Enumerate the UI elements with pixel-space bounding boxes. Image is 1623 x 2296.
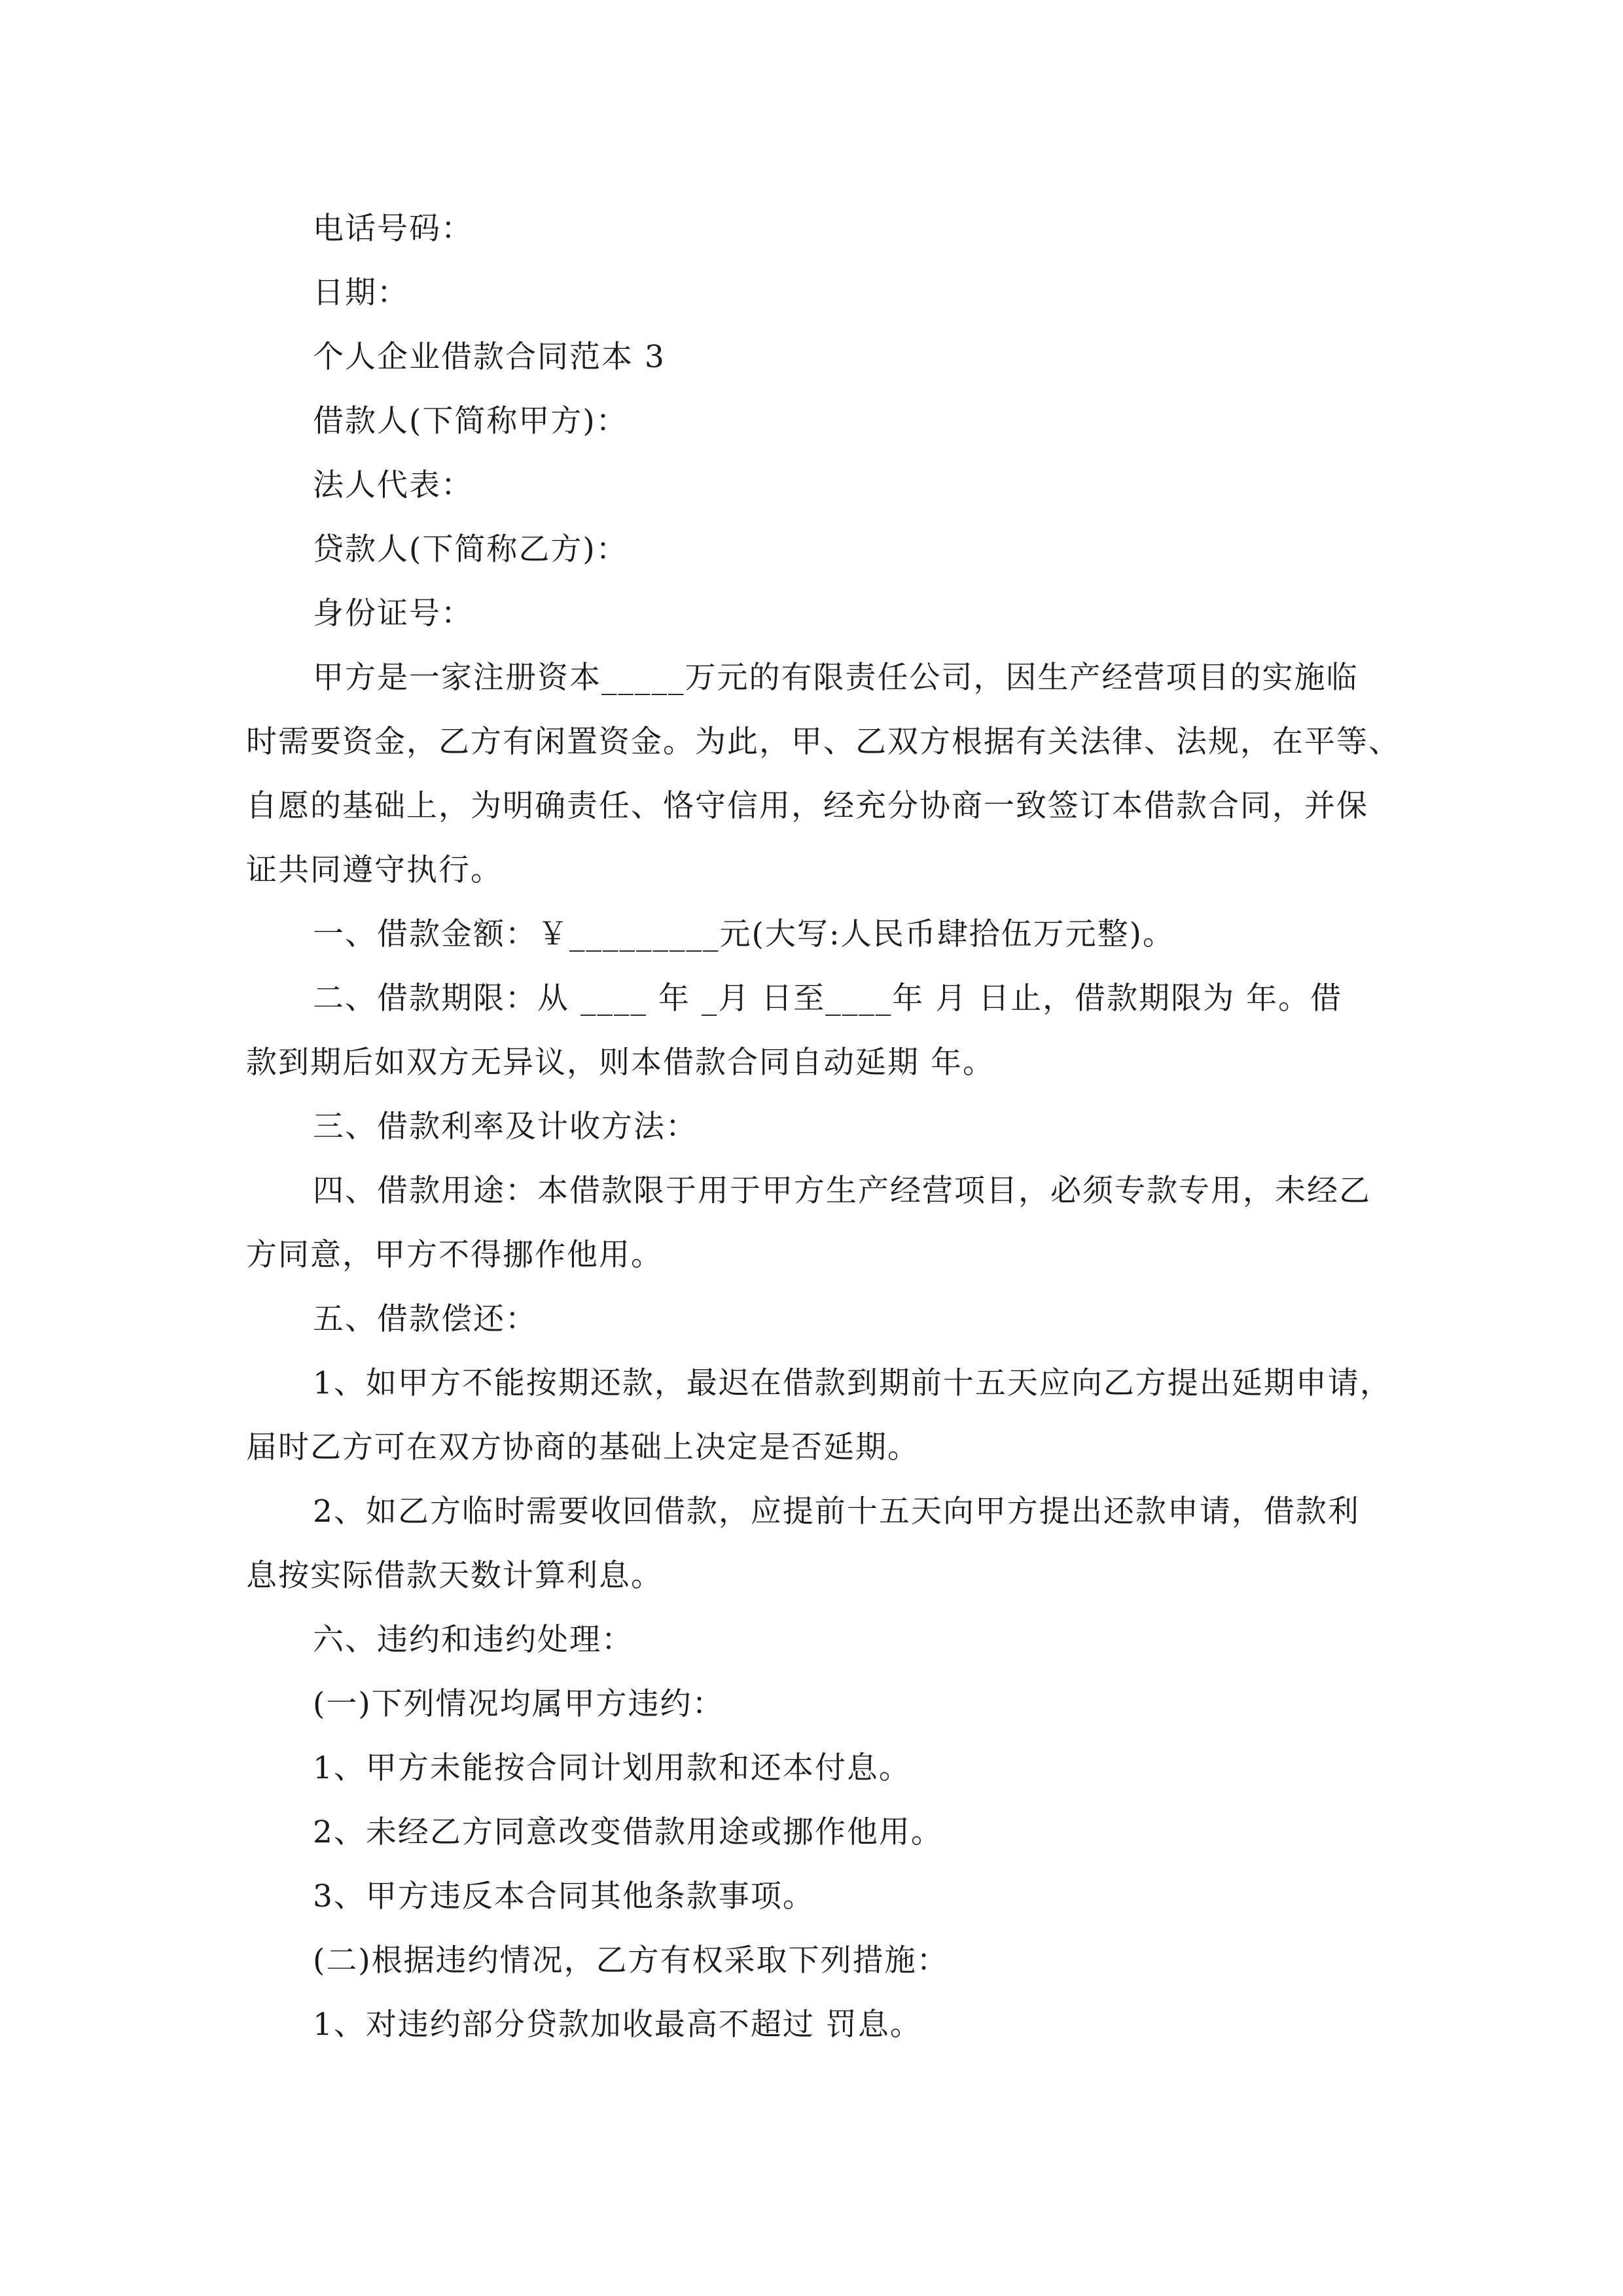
measure-item-1: 1、对违约部分贷款加收最高不超过 罚息。	[313, 2007, 922, 2043]
clause-4-purpose-line-2: 方同意，甲方不得挪作他用。	[246, 1237, 663, 1273]
repayment-item-1-line-2: 届时乙方可在双方协商的基础上决定是否延期。	[246, 1429, 919, 1465]
lender-label: 贷款人(下简称乙方)：	[313, 531, 628, 567]
intro-paragraph-line-1: 甲方是一家注册资本_____万元的有限责任公司，因生产经营项目的实施临	[313, 660, 1359, 696]
clause-1-amount: 一、借款金额：￥_________元(大写:人民币肆拾伍万元整)。	[313, 916, 1175, 952]
intro-paragraph-line-2: 时需要资金，乙方有闲置资金。为此，甲、乙双方根据有关法律、法规，在平等、	[246, 724, 1400, 760]
repayment-item-2-line-1: 2、如乙方临时需要收回借款，应提前十五天向甲方提出还款申请，借款利	[313, 1494, 1360, 1530]
intro-paragraph-line-4: 证共同遵守执行。	[246, 852, 503, 888]
clause-2-term-line-1: 二、借款期限：从 ____ 年 _月 日至____年 月 日止，借款期限为 年。借	[313, 980, 1343, 1016]
clause-4-purpose-line-1: 四、借款用途：本借款限于用于甲方生产经营项目，必须专款专用，未经乙	[313, 1173, 1371, 1209]
legal-rep-label: 法人代表：	[313, 467, 473, 503]
contract-title: 个人企业借款合同范本 3	[313, 339, 666, 375]
breach-item-3: 3、甲方违反本合同其他条款事项。	[313, 1878, 815, 1914]
borrower-label: 借款人(下简称甲方)：	[313, 403, 628, 439]
phone-number-label: 电话号码：	[313, 211, 473, 247]
intro-paragraph-line-3: 自愿的基础上，为明确责任、恪守信用，经充分协商一致签订本借款合同，并保	[246, 788, 1368, 824]
breach-item-1: 1、甲方未能按合同计划用款和还本付息。	[313, 1750, 911, 1786]
repayment-item-2-line-2: 息按实际借款天数计算利息。	[246, 1558, 663, 1594]
clause-6-breach: 六、违约和违约处理：	[313, 1622, 633, 1658]
id-number-label: 身份证号：	[313, 596, 473, 632]
clause-3-interest: 三、借款利率及计收方法：	[313, 1109, 698, 1145]
breach-subsection-2: (二)根据违约情况，乙方有权采取下列措施：	[313, 1943, 949, 1979]
clause-2-term-line-2: 款到期后如双方无异议，则本借款合同自动延期 年。	[246, 1045, 995, 1081]
breach-subsection-1: (一)下列情况均属甲方违约：	[313, 1686, 724, 1722]
clause-5-repayment: 五、借款偿还：	[313, 1301, 537, 1337]
date-label: 日期：	[313, 275, 409, 311]
breach-item-2: 2、未经乙方同意改变借款用途或挪作他用。	[313, 1814, 943, 1850]
repayment-item-1-line-1: 1、如甲方不能按期还款，最迟在借款到期前十五天应向乙方提出延期申请，	[313, 1365, 1392, 1401]
